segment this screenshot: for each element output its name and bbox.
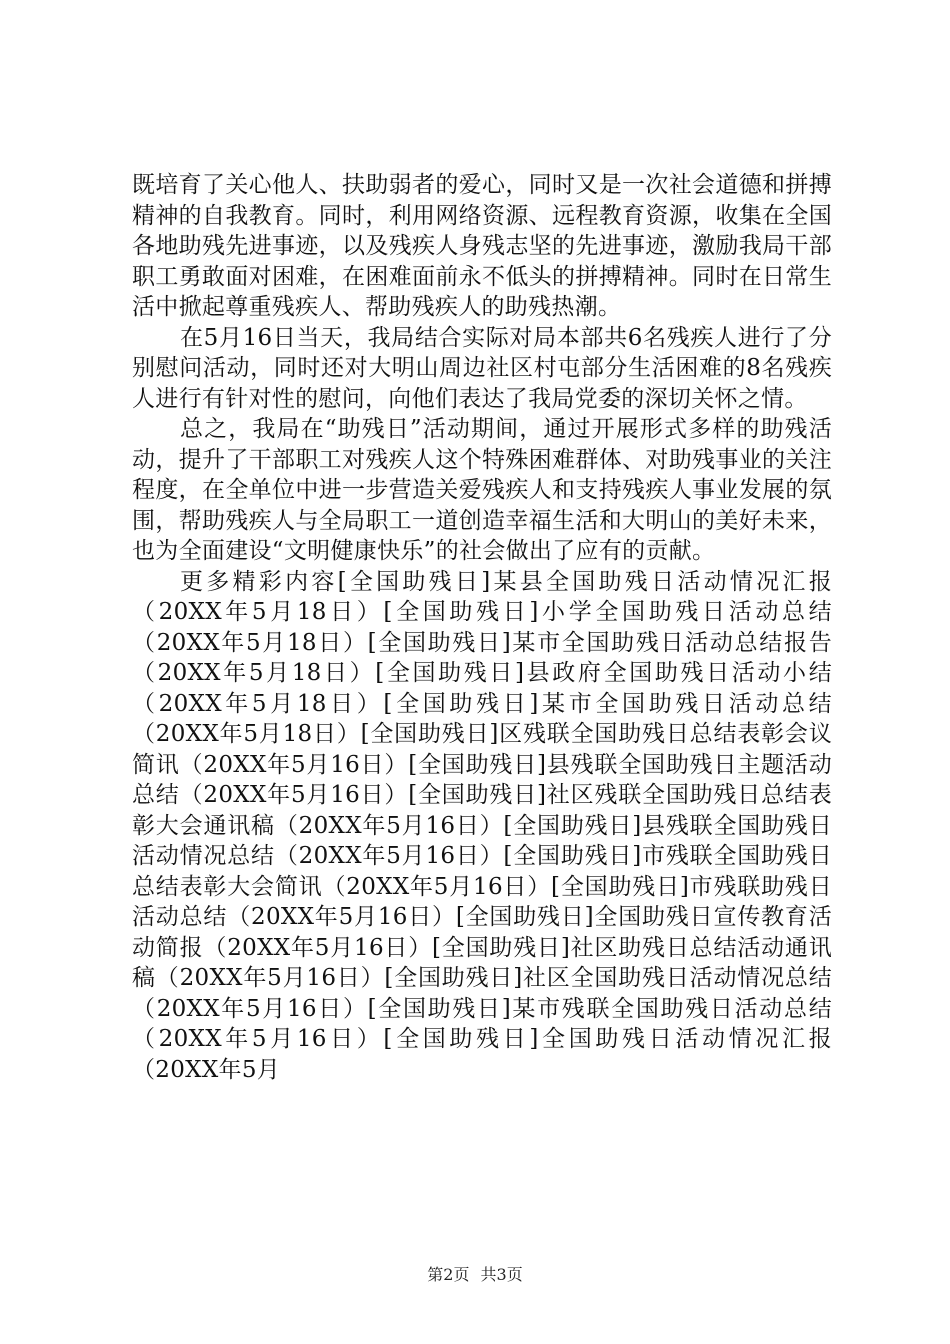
page-footer	[0, 1262, 950, 1285]
paragraph-1: 既培育了关心他人、扶助弱者的爱心，同时又是一次社会道德和拼搏精神的自我教育。同时，利用网络资源、远程教育资源，收集在全国各地助残先进事迹，以及残疾人身残志坚的先进事迹，激励我局干部职工勇敢面对困难，在困难面前永不低头的拼搏精神。同时在日常生活中掀起尊重残疾人、帮助残疾人的助残热潮。	[132, 172, 832, 320]
page-number: 第2页	[427, 1265, 470, 1284]
paragraph-4: 更多精彩内容[全国助残日]某县全国助残日活动情况汇报（20XX年5月18日）[全国助残日]小学全国助残日活动总结（20XX年5月18日）[全国助残日]某市全国助残日活动总结报告（20XX年5月18日）[全国助残日]县政府全国助残日活动小结（20XX年5月18日）[全国助残日]某市全国助残日活动总结（20XX年5月18日）[全国助残日]区残联全国助残日总结表彰会议简讯（20XX年5月16日）[全国助残日]县残联全国助残日主题活动总结（20XX年5月16日）[全国助残日]社区残联全国助残日总结表彰大会通讯稿（20XX年5月16日）[全国助残日]县残联全国助残日活动情况总结（20XX年5月16日）[全国助残日]市残联全国助残日总结表彰大会简讯（20XX年5月16日）[全国助残日]市残联助残日活动总结（20XX年5月16日）[全国助残日]全国助残日宣传教育活动简报（20XX年5月16日）[全国助残日]社区助残日总结活动通讯稿（20XX年5月16日）[全国助残日]社区全国助残日活动情况总结（20XX年5月16日）[全国助残日]某市残联全国助残日活动总结（20XX年5月16日）[全国助残日]全国助残日活动情况汇报（20XX年5月	[132, 568, 832, 1083]
paragraph-3: 总之，我局在“助残日”活动期间，通过开展形式多样的助残活动，提升了干部职工对残疾人这个特殊困难群体、对助残事业的关注程度，在全单位中进一步营造关爱残疾人和支持残疾人事业发展的氛围，帮助残疾人与全局职工一道创造幸福生活和大明山的美好未来，也为全面建设“文明健康快乐”的社会做出了应有的贡献。	[132, 416, 832, 564]
document-body	[132, 170, 832, 1085]
paragraph-2: 在5月16日当天，我局结合实际对局本部共6名残疾人进行了分别慰问活动，同时还对大明山周边社区村屯部分生活困难的8名残疾人进行有针对性的慰问，向他们表达了我局党委的深切关怀之情。	[132, 324, 832, 412]
page-total: 共3页	[480, 1265, 523, 1284]
